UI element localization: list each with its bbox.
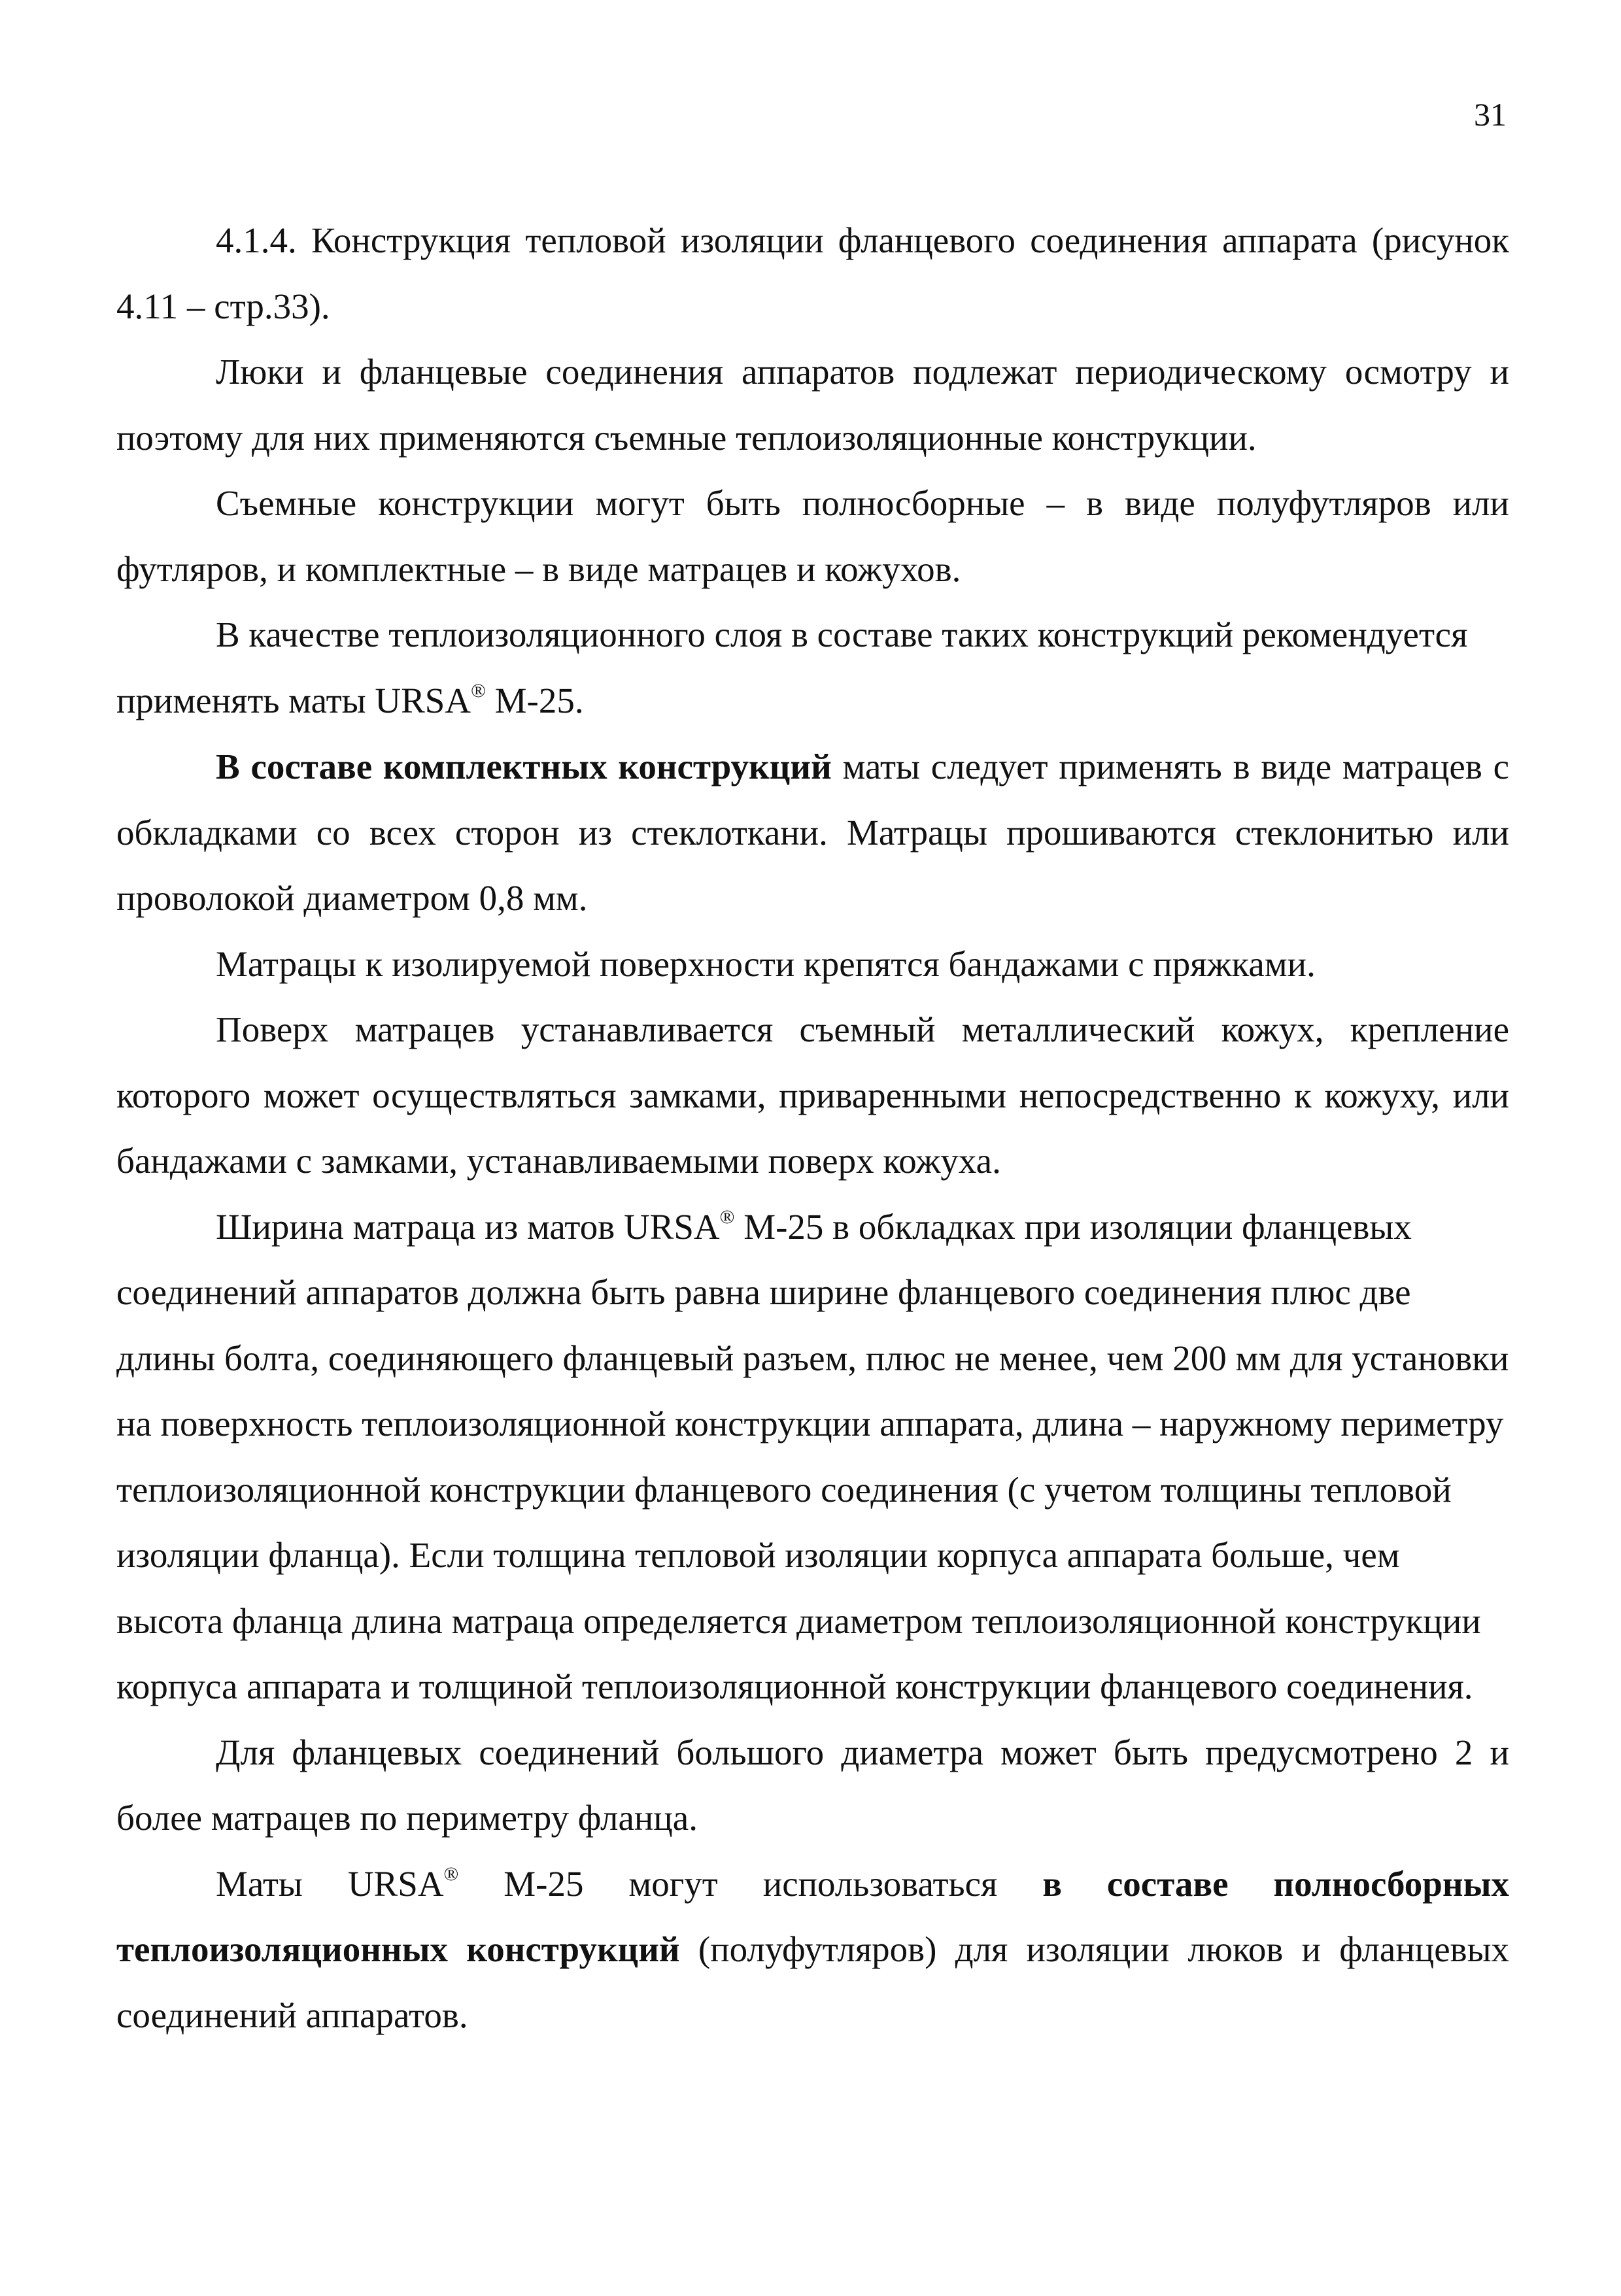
section-heading: 4.1.4. Конструкция тепловой изоляции фланцевого соединения аппарата (рисунок 4.11 – стр.33). <box>116 220 1509 326</box>
paragraph-removable-constructions: Люки и фланцевые соединения аппаратов подлежат периодическому осмотру и поэтому для них применяются съемные теплоизоляционные конструкции. <box>116 352 1509 458</box>
paragraph-construction-types: Съемные конструкции могут быть полносборные – в виде полуфутляров или футляров, и комплектные – в виде матрацев и кожухов. <box>116 483 1509 589</box>
text-segment: М-25 могут использоваться <box>503 1863 998 1904</box>
product-name: URSA <box>375 680 471 720</box>
text-segment: (полуфутляров) для изоляции люков и фланцевых соединений аппаратов. <box>116 1929 1510 2035</box>
bold-phrase: В составе комплектных конструкций <box>216 747 832 786</box>
registered-mark: ® <box>443 1863 459 1885</box>
text-segment: Маты <box>216 1863 303 1904</box>
product-name: URSA <box>347 1863 444 1904</box>
paragraph-full-assembly <box>116 1851 1509 2049</box>
paragraph-metal-casing: Поверх матрацев устанавливается съемный металлический кожух, крепление которого может осуществляться замками, приваренными непосредственно к кожуху, или бандажами с замками, устанавливаемыми поверх кожуха. <box>116 1009 1509 1181</box>
text-segment: М-25. <box>494 680 584 720</box>
text-segment: В качестве теплоизоляционного слоя в составе таких конструкций рекомендуется применять маты <box>116 615 1468 720</box>
text-segment: М-25 в обкладках при изоляции фланцевых соединений аппаратов должна быть равна ширине фланцевого соединения плюс две длины болта, соединяющего фланцевый разъем, плюс не менее, чем 200 мм для установки на поверхность теплоизоляционной конструкции аппарата, длина – наружному периметру теплоизоляционной конструкции фланцевого соединения (с учетом толщины тепловой изоляции фланца). Если толщина тепловой изоляции корпуса аппарата больше, чем высота фланца длина матраца определяется диаметром теплоизоляционной конструкции корпуса аппарата и толщиной теплоизоляционной конструкции фланцевого соединения. <box>116 1206 1509 1706</box>
text-segment: Ширина матраца из матов <box>216 1206 615 1247</box>
paragraph-mattress-width <box>116 1194 1509 1720</box>
bold-phrase: в составе полносборных теплоизоляционных конструкций <box>116 1863 1510 1969</box>
paragraph-large-diameter: Для фланцевых соединений большого диаметра может быть предусмотрено 2 и более матрацев по периметру фланца. <box>116 1732 1509 1838</box>
page-number: 31 <box>1474 96 1507 133</box>
registered-mark: ® <box>471 680 486 702</box>
paragraph-insulation-layer <box>116 602 1509 734</box>
paragraph-complete-constructions <box>116 734 1509 932</box>
paragraph-mattress-fastening: Матрацы к изолируемой поверхности крепятся бандажами с пряжками. <box>216 943 1316 984</box>
text-segment: маты следует применять в виде матрацев с обкладками со всех сторон из стеклоткани. Матрацы прошиваются стеклонитью или проволокой диаметром 0,8 мм. <box>116 747 1509 918</box>
product-name: URSA <box>623 1206 720 1247</box>
registered-mark: ® <box>719 1206 735 1228</box>
body-text <box>116 208 1509 2048</box>
